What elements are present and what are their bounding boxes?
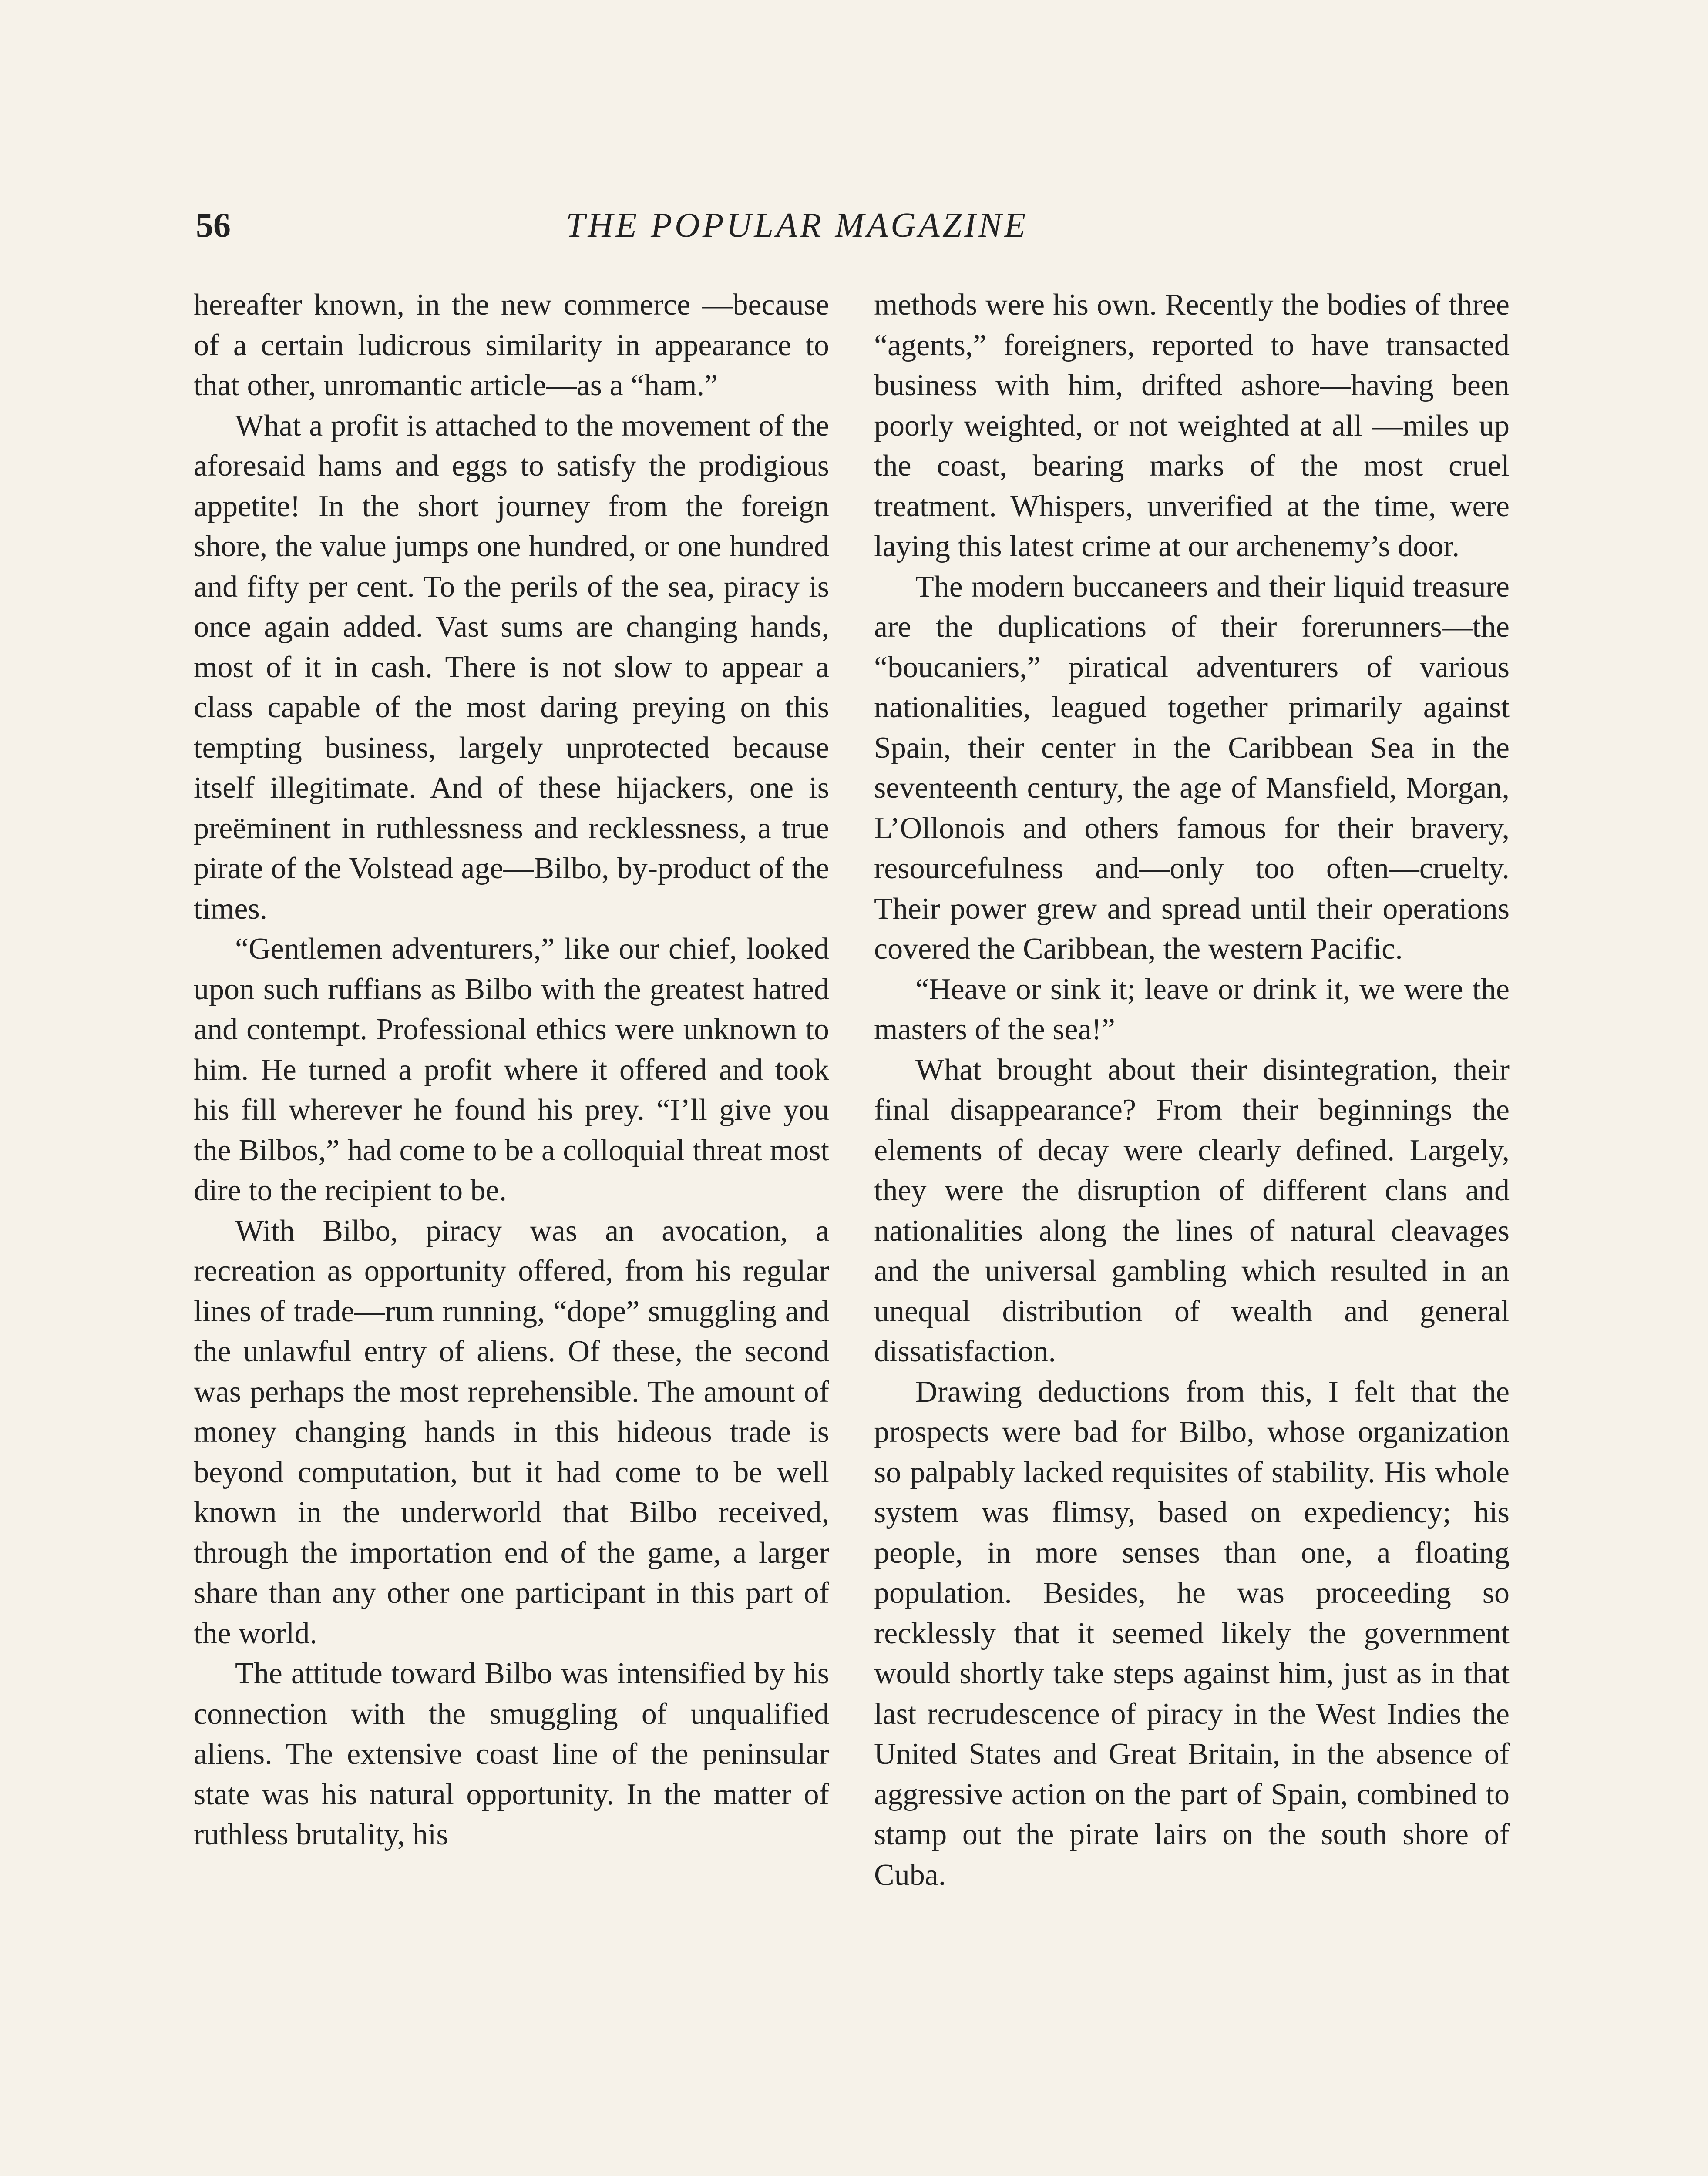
paragraph: The modern buccaneers and their liquid treasure are the duplications of their forerunners—the “boucaniers,” piratical adventurers of various nationalities, leagued together primarily against Spain, their center in the Caribbean Sea in the seventeenth century, the age of Mansfield, Morgan, L’Ollonois and others famous for their bravery, resourcefulness and—only too often—cruelty. Their power grew and spread until their operations covered the Caribbean, the western Pacific.: [874, 570, 1510, 966]
right-column: [874, 285, 1510, 1895]
paragraph: Drawing deductions from this, I felt that the prospects were bad for Bilbo, whose organization so palpably lacked requisites of stability. His whole system was flimsy, based on expediency; his people, in more senses than one, a floating population. Besides, he was proceeding so recklessly that it seemed likely the government would shortly take steps against him, just as in that last recrudescence of piracy in the West Indies the United States and Great Britain, in the absence of aggressive action on the part of Spain, combined to stamp out the pirate lairs on the south shore of Cuba.: [874, 1375, 1510, 1892]
paragraph: hereafter known, in the new commerce —because of a certain ludicrous similarity in appearance to that other, unromantic article—as a “ham.”: [194, 288, 829, 402]
paragraph: What brought about their disintegration, their final disappearance? From their beginnings the elements of decay were clearly defined. Largely, they were the disruption of different clans and nationalities along the lines of natural cleavages and the universal gambling which resulted in an unequal distribution of wealth and general dissatisfaction.: [874, 1053, 1510, 1368]
page-number: 56: [196, 206, 231, 245]
paragraph: The attitude toward Bilbo was intensified by his connection with the smuggling of unqualified aliens. The extensive coast line of the peninsular state was his natural opportunity. In the matter of ruthless brutality, his: [194, 1657, 829, 1851]
paragraph: “Heave or sink it; leave or drink it, we were the masters of the sea!”: [874, 972, 1510, 1046]
running-head: THE POPULAR MAGAZINE: [566, 206, 1029, 245]
paragraph: With Bilbo, piracy was an avocation, a recreation as opportunity offered, from his regular lines of trade—rum running, “dope” smuggling and the unlawful entry of aliens. Of these, the second was perhaps the most reprehensible. The amount of money changing hands in this hideous trade is beyond computation, but it had come to be well known in the underworld that Bilbo received, through the importation end of the game, a larger share than any other one participant in this part of the world.: [194, 1214, 829, 1650]
paragraph: “Gentlemen adventurers,” like our chief, looked upon such ruffians as Bilbo with the greatest hatred and contempt. Professional ethics were unknown to him. He turned a profit where it offered and took his fill wherever he found his prey. “I’ll give you the Bilbos,” had come to be a colloquial threat most dire to the recipient to be.: [194, 932, 829, 1207]
paragraph: methods were his own. Recently the bodies of three “agents,” foreigners, reported to have transacted business with him, drifted ashore—having been poorly weighted, or not weighted at all —miles up the coast, bearing marks of the most cruel treatment. Whispers, unverified at the time, were laying this latest crime at our archenemy’s door.: [874, 288, 1510, 563]
paragraph: What a profit is attached to the movement of the aforesaid hams and eggs to satisfy the prodigious appetite! In the short journey from the foreign shore, the value jumps one hundred, or one hundred and fifty per cent. To the perils of the sea, piracy is once again added. Vast sums are changing hands, most of it in cash. There is not slow to appear a class capable of the most daring preying on this tempting business, largely unprotected because itself illegitimate. And of these hijackers, one is preëminent in ruthlessness and recklessness, a true pirate of the Volstead age—Bilbo, by-product of the times.: [194, 409, 829, 926]
left-column: [194, 285, 829, 1855]
